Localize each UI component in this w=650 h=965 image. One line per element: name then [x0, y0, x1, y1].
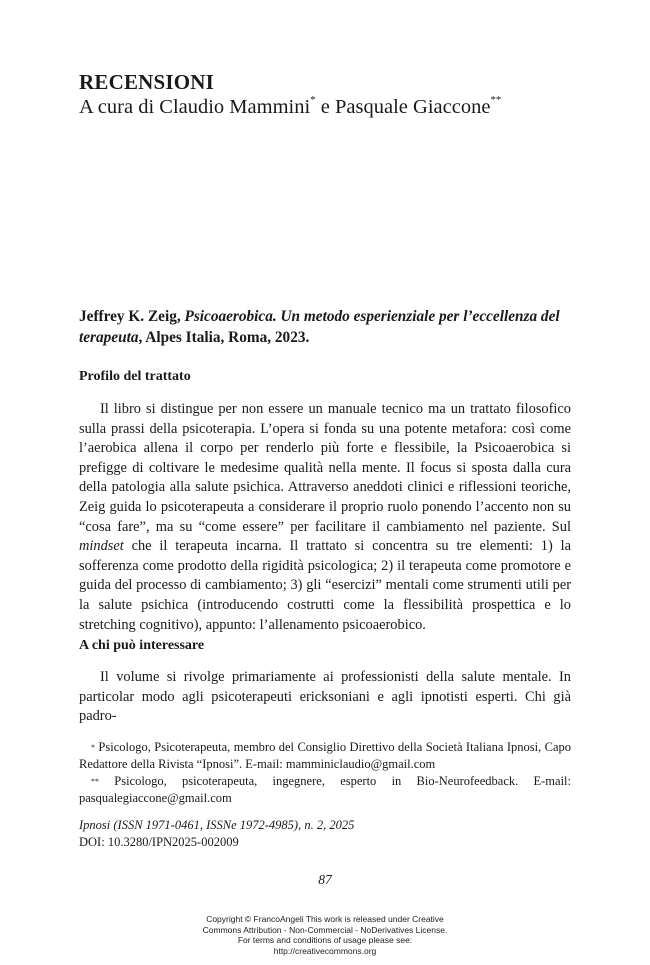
footnote-1-text: Psicologo, Psicoterapeuta, membro del Consiglio Direttivo della Società Italiana Ipnosi, Capo Redattore della Rivista “Ipnosi”. E-mail: mamminiclaudio@gmail.com [79, 740, 571, 771]
journal-doi[interactable]: DOI: 10.3280/IPN2025-002009 [79, 835, 239, 849]
section-heading-profile: Profilo del trattato [79, 369, 191, 384]
license-line-3: For terms and conditions of usage please see: [237, 935, 413, 945]
license-line-1: Copyright © FrancoAngeli This work is released under Creative [206, 914, 444, 924]
book-publisher: , Alpes Italia, Roma, 2023. [138, 329, 310, 346]
section-body-profile [79, 400, 571, 635]
footnotes [79, 739, 571, 807]
curators-line [79, 96, 501, 119]
curators-prefix: A cura di Claudio Mammini [79, 96, 311, 118]
footnote-2-mark: ** [91, 777, 99, 786]
section-body-audience [79, 668, 571, 727]
journal-info [79, 817, 354, 851]
footnote-2-text: Psicologo, psicoterapeuta, ingegnere, esperto in Bio-Neurofeedback. E-mail: pasqualegiaccone@gmail.com [79, 774, 571, 805]
book-reference [79, 306, 571, 348]
section-heading-audience: A chi può interessare [79, 638, 205, 653]
footnote-2 [79, 773, 571, 807]
footnote-1-mark: * [91, 743, 95, 752]
curators-middle: e Pasquale Giaccone [315, 96, 491, 118]
page-number: 87 [318, 872, 332, 887]
profile-text-b: che il terapeuta incarna. Il trattato si concentra su tre elementi: 1) la sofferenza come prodotto della rigidità psicologica; 2) il terapeuta come promotore e guida del processo di cambiamento; 3) gli “esercizi” mentali come strumenti utili per la salute psichica (introducendo costrutti come la flessibilità prospettica e lo stretching cognitivo), appunto: l’allenamento psicoaerobico. [79, 538, 571, 633]
license-notice [0, 914, 650, 956]
journal-citation: Ipnosi (ISSN 1971-0461, ISSNe 1972-4985), n. 2, 2025 [79, 818, 355, 832]
license-line-2: Commons Attribution - Non-Commercial - NoDerivatives License. [202, 924, 448, 935]
license-link[interactable]: http://creativecommons.org [273, 945, 377, 956]
audience-text: Il volume si rivolge primariamente ai professionisti della salute mentale. In particolar modo agli psicoterapeuti ericksoniani e agli ipnotisti esperti. Chi già padro- [79, 669, 571, 725]
footnote-mark-1[interactable]: * [310, 94, 316, 106]
profile-text-a: Il libro si distingue per non essere un manuale tecnico ma un trattato filosofico sulla prassi della psicoterapia. L’opera si fonda su una potente metafora: così come l’aerobica allena il corpo per renderlo più forte e flessibile, la Psicoaerobica si prefigge di coltivare le medesime qualità nella mente. Il focus si sposta dalla cura della patologia alla salute psichica. Attraverso aneddoti clinici e riflessioni teoriche, Zeig guida lo psicoterapeuta a considerare il proprio ruolo ponendo l’accento non su “cosa fare”, ma su “come essere” per facilitare il cambiamento nel paziente. Sul [79, 401, 571, 535]
footnote-mark-2[interactable]: ** [490, 94, 502, 106]
footnote-1 [79, 739, 571, 773]
book-title: Psicoaerobica. Un metodo esperienziale per l’eccellenza del terapeuta [79, 308, 560, 346]
profile-text-italic: mindset [79, 538, 124, 555]
book-author: Jeffrey K. Zeig, [79, 308, 181, 325]
section-title: RECENSIONI [79, 70, 215, 94]
